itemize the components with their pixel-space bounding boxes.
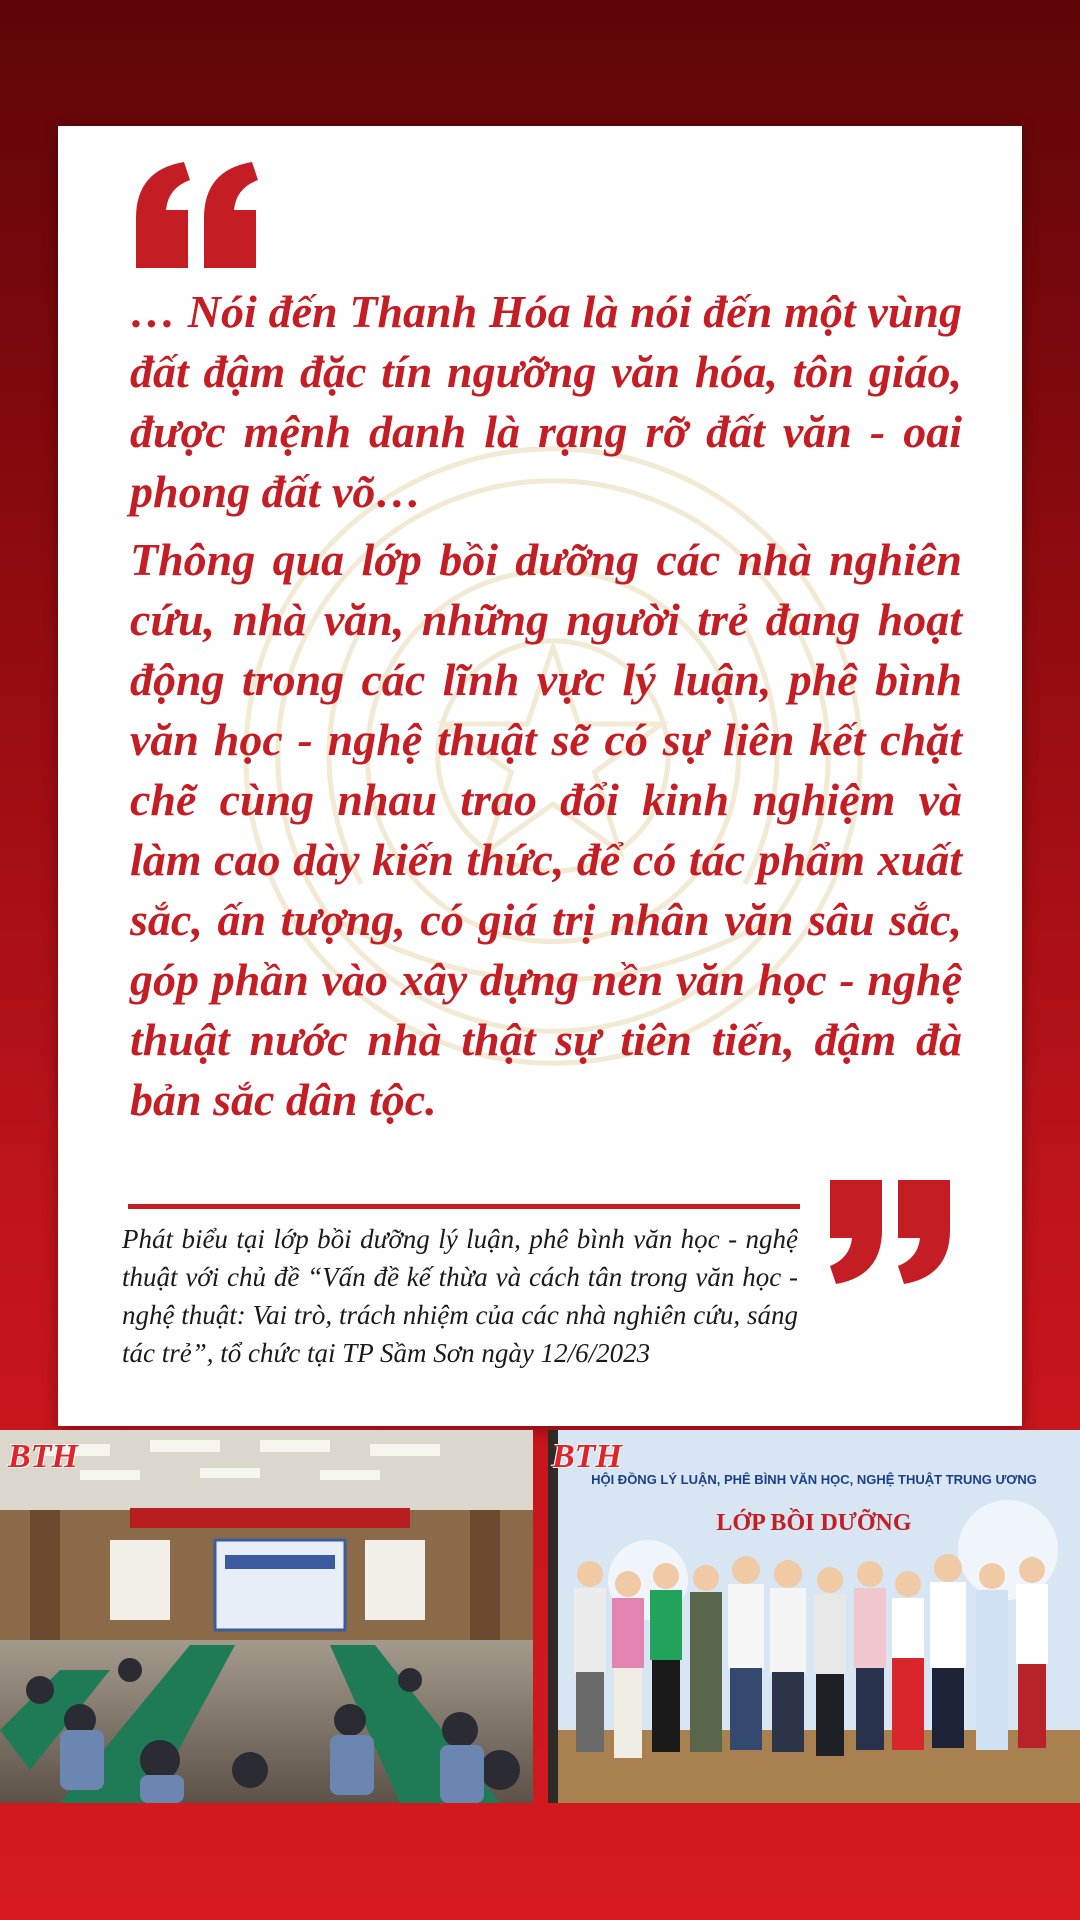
bth-logo-right: BTH bbox=[552, 1438, 622, 1475]
open-quote-icon bbox=[132, 160, 262, 268]
group-photo bbox=[548, 1430, 1080, 1803]
banner-title: LỚP BỒI DƯỠNG bbox=[716, 1510, 912, 1536]
bth-logo-left: BTH bbox=[8, 1438, 78, 1475]
speech-caption: Phát biểu tại lớp bồi dưỡng lý luận, phê bình văn học - nghệ thuật với chủ đề “Vấn đề kế thừa và cách tân trong văn học - nghệ thuật: Vai trò, trách nhiệm của các nhà nghiên cứu, sáng tác trẻ”, tổ chức tại TP Sầm Sơn ngày 12/6/2023 bbox=[122, 1224, 798, 1368]
quote-text bbox=[130, 282, 962, 1130]
quote-card bbox=[58, 126, 1022, 1426]
group-people bbox=[548, 1430, 1080, 1803]
close-quote-icon bbox=[826, 1180, 956, 1284]
quote-paragraph-2: Thông qua lớp bồi dưỡng các nhà nghiên cứu, nhà văn, những người trẻ đang hoạt động trong các lĩnh vực lý luận, phê bình văn học - nghệ thuật sẽ có sự liên kết chặt chẽ cùng nhau trao đổi kinh nghiệm và làm cao dày kiến thức, để có tác phẩm xuất sắc, ấn tượng, có giá trị nhân văn sâu sắc, góp phần vào xây dựng nền văn học - nghệ thuật nước nhà thật sự tiên tiến, đậm đà bản sắc dân tộc. bbox=[130, 534, 962, 1125]
quote-divider bbox=[128, 1204, 800, 1209]
banner-header: HỘI ĐỒNG LÝ LUẬN, PHÊ BÌNH VĂN HỌC, NGHỆ THUẬT TRUNG ƯƠNG bbox=[591, 1472, 1037, 1487]
conference-hall-photo bbox=[0, 1430, 533, 1803]
quote-paragraph-1: … Nói đến Thanh Hóa là nói đến một vùng đất đậm đặc tín ngưỡng văn hóa, tôn giáo, được mệnh danh là rạng rỡ đất văn - oai phong đất võ… bbox=[130, 286, 962, 517]
